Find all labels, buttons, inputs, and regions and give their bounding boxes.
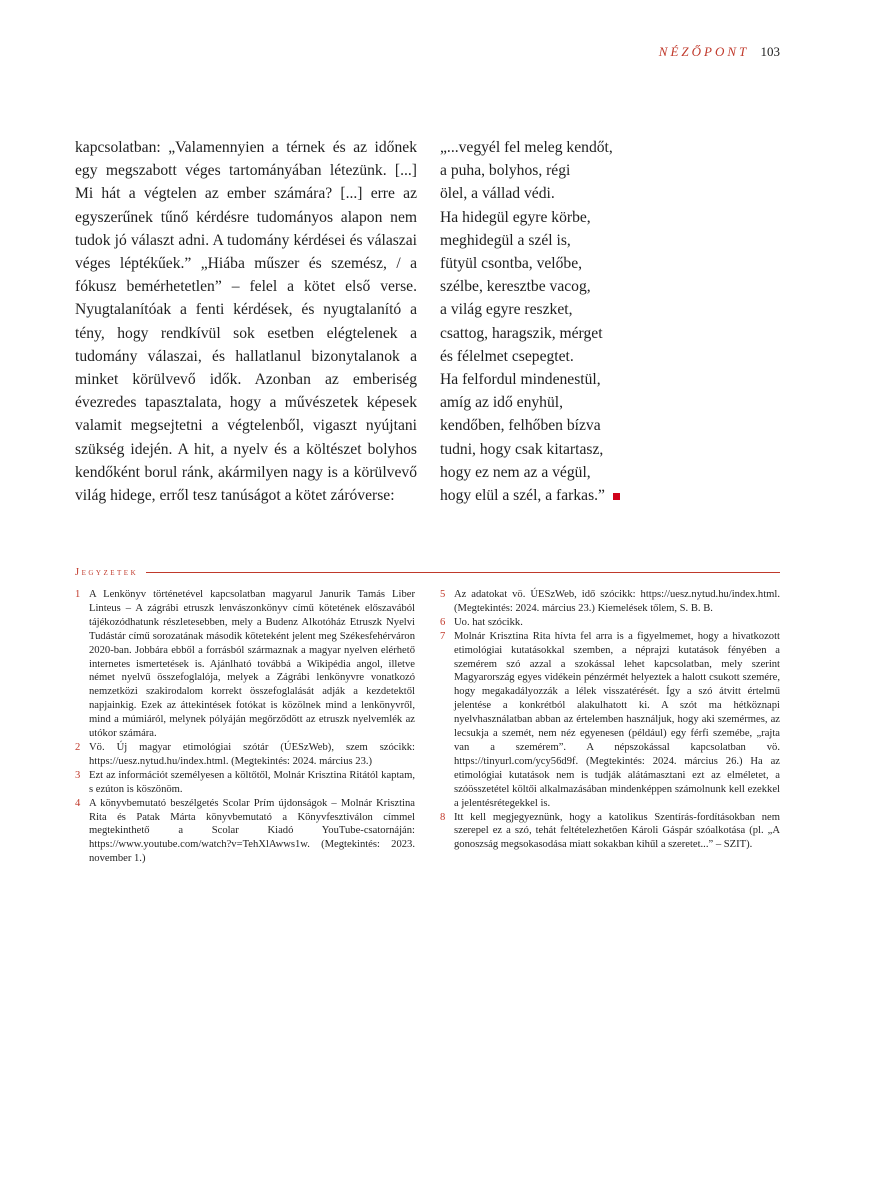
poem-line: meghidegül a szél is, (440, 231, 571, 249)
poem-line: amíg az idő enyhül, (440, 394, 563, 412)
footnote-text: Vö. Új magyar etimológiai szótár (ÚESzWeb), szem szócikk: https://uesz.nytud.hu/index.html. (Megtekintés: 2024. március 23.) (89, 741, 415, 767)
poem-line: „...vegyél fel meleg kendőt, (440, 139, 613, 156)
footnote-text: Az adatokat vö. ÚESzWeb, idő szócikk: https://uesz.nytud.hu/index.html. (Megtekintés: 2024. március 23.) Kiemelések tőlem, S. B. B. (454, 589, 780, 614)
footnote (75, 797, 415, 867)
footnote (440, 616, 780, 630)
footnote (440, 630, 780, 811)
poem-line: csattog, haragszik, mérget (440, 324, 603, 342)
end-mark-icon (613, 493, 620, 500)
poem-line: és félelmet csepegtet. (440, 347, 574, 365)
footnote (440, 588, 780, 616)
footnote-number: 5 (440, 589, 446, 600)
footnote-number: 8 (440, 811, 446, 823)
poem-line-text: hogy elül a szél, a farkas.” (440, 487, 605, 505)
footnote-number: 4 (75, 797, 81, 809)
poem-line: a világ egyre reszket, (440, 301, 573, 319)
notes-divider (146, 572, 780, 573)
poem-line: Ha hidegül egyre körbe, (440, 208, 591, 226)
footnote-text: Uo. hat szócikk. (454, 616, 523, 628)
footnote-number: 7 (440, 630, 446, 642)
poem-line: fütyül csontba, velőbe, (440, 255, 583, 273)
footnote (75, 741, 415, 769)
notes-header (75, 567, 780, 578)
poem-line: Ha felfordul mindenestül, (440, 371, 601, 389)
footnote (440, 811, 780, 853)
poem (440, 136, 640, 507)
footnote (75, 769, 415, 797)
poem-line: a puha, bolyhos, régi (440, 162, 571, 180)
page-number: 103 (760, 44, 780, 59)
footnote-number: 1 (75, 589, 81, 600)
notes-title: Jegyzetek (75, 567, 139, 578)
footnote-text: Molnár Krisztina Rita hívta fel arra is a figyelmemet, hogy a hivatkozott etimológiai kutatásokkal szemben, a néprajzi kutatások fényében a szemérem szó azzal a szokással lehet kapcsolatban, mely szerint Magyarország egyes vidékein pénzérmét helyeztek a halott csukott szemére, hogy megakadályozzák a lélek visszatérését. Így a szó átvitt értelmű jelentése a konkrétból alakulhatott ki. A szót ma hétköznapi nyelvhasználatban abban az értelemben használjuk, hogy aki szemérmes, az lecsukja a szemét, nem néz egyenesen (például) egy férfi szemébe, „rajta van a szemérem”. A népszokással kapcsolatban vö. https://tinyurl.com/ycy56d9f. (Megtekintés: 2024. március 26.) Ha az etimológiai kutatások nem is tudják alátámasztani ezt az elméletet, a szóösszetétel költői alkalmazásában mindenképpen számolnunk kell ezekkel a jelentésrétegekkel is. (454, 630, 780, 809)
section-title: NÉZŐPONT (658, 44, 750, 59)
poem-line-last (440, 484, 640, 507)
poem-line: kendőben, felhőben bízva (440, 417, 601, 435)
footnote-text: Ezt az információt személyesen a költőtől, Molnár Krisztina Ritától kaptam, s ezúton is köszönöm. (89, 769, 415, 795)
footnote-number: 3 (75, 769, 81, 781)
footnote-number: 2 (75, 741, 81, 753)
footnote-text: A Lenkönyv történetével kapcsolatban magyarul Janurik Tamás Liber Linteus – A zágrábi etruszk lenvászonkönyv című kötetének előszavából tájékozódhatunk részletesebben, mely a Budenz Alkotóház Etruszk Nyelvi Tudástár című sorozatának második köteteként jelent meg Székesfehérváron 2020-ban. Jobbára ebből a forrásból származnak a magyar nyelven elérhető internetes ismertetések is. Ajánlható továbbá a Wikipédia angol, illetve német nyelvű összefoglalója, melyek a Zágrábi lenkönyvre vonatkozó nemzetközi szakirodalom korrekt összefoglalását adják a kezdetektől napjainkig. Ezek az áttekintések fotókat is közölnek mind a lenkönyvről, mind a múmiáról, melynek pólyáján megőrződött az etruszk nyelvemlék az utókor számára. (89, 589, 415, 740)
main-text: kapcsolatban: „Valamennyien a térnek és az időnek egy megszabott véges tartományában létezünk. [...] Mi hát a végtelen az ember számára? [...] erre az egyszerűnek tűnő kérdésre tudományos alapon nem tudok jó választ adni. A tudomány kérdései és válaszai véges léptékűek.” „Hiába műszer és szemész, / a fókusz bemérhetetlen” – felel a kötet első verse. Nyugtalanítóak a fenti kérdések, és nyugtalanító a tény, hogy rendkívül sok esetben elégtelenek a tudomány válaszai, és hallatlanul bizonytalanok a minket körülvevő idők. Azonban az emberiség évezredes tapasztalata, hogy a művészetek képesek valamit megsejtetni a végtelenből, vigaszt nyújtani szükség idején. A hit, a nyelv és a költészet bolyhos kendőként borul ránk, akármilyen nagy is a körülvevő világ hidege, erről tesz tanúságot a kötet záróverse: (75, 139, 417, 505)
notes-left-column (75, 588, 415, 866)
notes-right-column (440, 588, 780, 852)
poem-line: hogy ez nem az a végül, (440, 463, 591, 481)
poem-line: szélbe, keresztbe vacog, (440, 278, 591, 296)
footnote-number: 6 (440, 616, 446, 628)
page-header (659, 44, 780, 60)
poem-line: tudni, hogy csak kitartasz, (440, 440, 604, 458)
footnote-text: A könyvbemutató beszélgetés Scolar Prím újdonságok – Molnár Krisztina Rita és Patak Márta könyvbemutató a Könyvfesztiválon címmel megtekinthető a Scolar Kiadó YouTube-csatornáján: https://www.youtube.com/watch?v=TehXlAwws1w. (Megtekintés: 2023. november 1.) (89, 797, 415, 865)
footnote-text: Itt kell megjegyeznünk, hogy a katolikus Szentírás-fordításokban nem szerepel ez a szó, tehát feltételezhetően Károli Gáspár szóalkotása (pl. „A gonoszság megsokasodása miatt sokakban kihűl a szeretet...” – SZIT). (454, 811, 780, 851)
poem-line: ölel, a vállad védi. (440, 185, 555, 203)
footnote (75, 588, 415, 741)
